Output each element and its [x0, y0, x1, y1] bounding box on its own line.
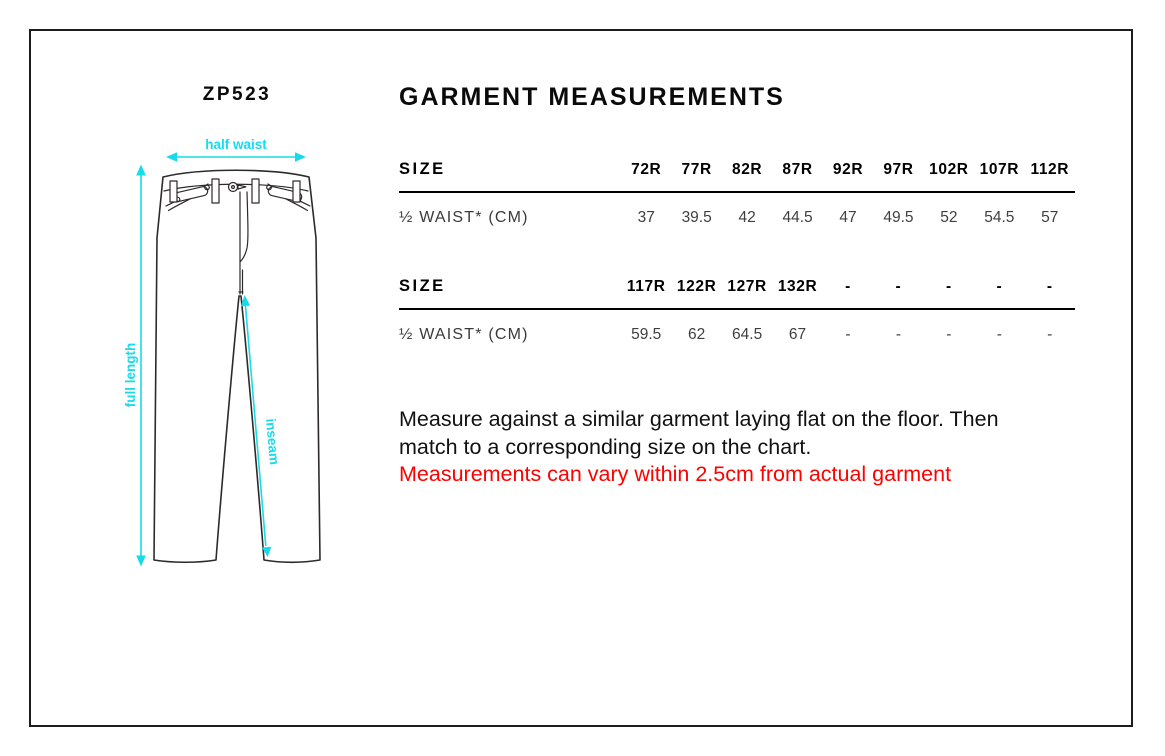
measure-value: 49.5	[883, 209, 914, 226]
half-waist-row	[399, 310, 1075, 344]
size-cell: 132R	[777, 278, 818, 295]
size-header-label: SIZE	[399, 160, 446, 178]
pants-belt-loop	[252, 179, 259, 203]
pants-diagram	[120, 130, 335, 580]
size-table-1	[399, 158, 1075, 227]
measure-value: -	[996, 326, 1002, 343]
size-cell: 112R	[1030, 161, 1070, 178]
pants-fly-seam	[239, 192, 243, 294]
note-line-2: match to a corresponding size on the chart.	[399, 434, 812, 459]
measure-value: 37	[637, 209, 655, 226]
size-cell: 87R	[782, 161, 813, 178]
measure-value: 67	[788, 326, 807, 343]
measure-value: 62	[688, 326, 706, 343]
measurement-notes	[399, 406, 1089, 489]
measure-value: 57	[1041, 209, 1059, 226]
pants-buttonhole	[238, 185, 246, 189]
size-header-row	[399, 275, 1075, 310]
half-waist-arrow	[166, 152, 306, 162]
size-cell: 92R	[832, 161, 864, 178]
tolerance-warning: Measurements can vary within 2.5cm from actual garment	[399, 462, 952, 486]
measure-value: 59.5	[631, 326, 662, 343]
measure-label: ½ WAIST* (CM)	[399, 326, 529, 343]
half-waist-row	[399, 193, 1075, 227]
measure-value: -	[845, 326, 851, 343]
inseam-label: inseam	[262, 417, 282, 466]
product-code: ZP523	[202, 84, 272, 105]
pants-fly-stitch	[240, 192, 248, 262]
size-table-2	[399, 275, 1075, 344]
measure-value: -	[895, 326, 902, 343]
measure-value: 44.5	[782, 209, 813, 226]
measure-value: 52	[940, 209, 958, 226]
size-cell: 117R	[626, 278, 666, 295]
measure-value: -	[946, 326, 952, 343]
measure-label: ½ WAIST* (CM)	[399, 209, 529, 226]
size-cell: 107R	[979, 161, 1020, 178]
size-header-label: SIZE	[399, 277, 446, 295]
measure-value: 42	[738, 209, 756, 226]
measure-value: 47	[839, 209, 857, 226]
measure-value: 54.5	[984, 209, 1015, 226]
size-cell: 122R	[676, 278, 717, 295]
size-cell: 127R	[727, 278, 767, 295]
size-cell: 77R	[681, 161, 712, 178]
size-cell: -	[1046, 278, 1053, 295]
pants-outline	[154, 170, 320, 562]
measure-value: -	[1047, 326, 1053, 343]
measure-value: 64.5	[732, 326, 763, 343]
size-cell: 97R	[883, 161, 914, 178]
size-cell: -	[996, 278, 1003, 295]
page-title: GARMENT MEASUREMENTS	[399, 83, 785, 111]
size-cell: -	[946, 278, 952, 295]
pants-belt-loop	[293, 181, 300, 202]
pants-belt-loop	[170, 181, 177, 202]
size-cell: 102R	[929, 161, 969, 178]
pants-belt-loop	[212, 179, 219, 203]
measure-value: 39.5	[681, 209, 712, 226]
size-header-row	[399, 158, 1075, 193]
size-cell: 72R	[631, 161, 662, 178]
pants-button	[229, 183, 238, 192]
size-cell: -	[895, 278, 902, 295]
full-length-label: full length	[123, 342, 138, 408]
note-line-1: Measure against a similar garment laying flat on the floor. Then	[399, 407, 999, 431]
size-cell: -	[845, 278, 851, 295]
half-waist-label: half waist	[205, 137, 267, 152]
size-cell: 82R	[731, 161, 763, 178]
